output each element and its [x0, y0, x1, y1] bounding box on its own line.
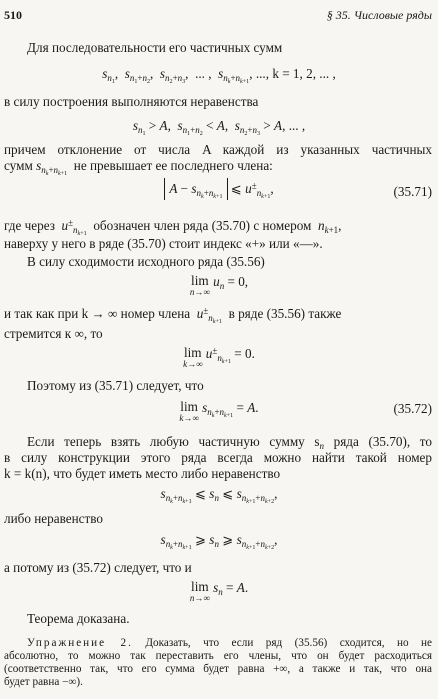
sequence-tail: , ..., k = 1, 2, ... ,	[249, 66, 336, 81]
paragraph-convergence: В силу сходимости исходного ряда (35.56)	[27, 254, 265, 269]
exercise-text-1: Доказать, что если ряд (35.56) сходится, но не	[132, 637, 432, 649]
equation-limit-un: lim n→∞ $u_n = 0$,	[189, 273, 249, 297]
equation-limit-u-nk: lim k→∞ $u^\pm_{n_{k+1}} = 0$.	[183, 345, 255, 369]
text-if-now: Если теперь взять любую частичную сумму s	[27, 434, 320, 449]
text-not-exceed: не превышает ее последнего члена:	[73, 158, 273, 173]
exercise-line-4: будет равна −∞).	[4, 676, 83, 688]
paragraph-notation-2: наверху у него в ряде (35.70) стоит индекс «+» или «—».	[4, 236, 323, 251]
exercise-line-3: (соответственно так, что его сумма будет равна +∞, а также и так, что она	[4, 663, 432, 675]
text-where: где через	[4, 218, 55, 233]
paragraph-as-k-tends-1: и так как при k → ∞ номер члена $u^\pm_{n_{k+1}}$ в ряде (35.56) также	[4, 305, 342, 326]
equation-number-35-71: (35.71)	[393, 184, 432, 199]
page-number: 510	[4, 8, 22, 22]
paragraph-deviation-1: причем отклонение от числа A каждой из указанных частичных	[4, 142, 432, 157]
running-header	[4, 8, 432, 26]
equation-alternating-inequalities: $s_{n_1} > A$, $s_{n_1+n_2} < A$, $s_{n_2+n_3} > A$, ... ,	[132, 118, 306, 138]
paragraph-therefore: Поэтому из (35.71) следует, что	[27, 378, 204, 393]
equation-35-72-body: lim k→∞ $s_{n_k+n_{k+1}} = A$.	[179, 399, 259, 423]
exercise-2	[4, 637, 432, 689]
paragraph-notation-1: где через $u^\pm_{n_{k+1}}$ обозначен член ряда (35.70) с номером $n_{k+1}$,	[4, 217, 342, 238]
equation-number-35-72: (35.72)	[393, 401, 432, 416]
equation-35-71-body: $A - s_{n_k+n_{k+1}}$ ⩽ $u^\pm_{n_{k+1}}$,	[0, 178, 438, 200]
paragraph-any-partial-sum-3: k = k(n), что будет иметь место либо неравенство	[4, 466, 281, 481]
text-denoted: обозначен член ряда (35.70) с номером	[93, 218, 312, 233]
text-of-series: ряда (35.70), то	[333, 434, 432, 449]
paragraph-any-partial-sum-2: в силу конструкции этого ряда всегда можно найти такой номер	[4, 450, 432, 465]
exercise-line-2: абсолютно, то можно так переставить его члены, что он будет расходиться	[4, 650, 432, 662]
theorem-proven: Теорема доказана.	[27, 611, 130, 626]
text-and-since: и так как при k → ∞ номер члена	[4, 306, 191, 321]
paragraph-as-k-tends-2: стремится к ∞, то	[4, 326, 103, 341]
paragraph-deviation-2: сумм $s_{n_k+n_{k+1}}$ не превышает ее последнего члена:	[4, 158, 273, 178]
text-sums: сумм	[4, 158, 33, 173]
paragraph-or-inequality: либо неравенство	[4, 511, 104, 526]
equation-first-inequality: $s_{n_k+n_{k+1}}$ ⩽ $s_n$ ⩽ $s_{n_{k+1}+n_{k+2}}$,	[160, 486, 278, 506]
exercise-title: Упражнение 2.	[27, 637, 133, 649]
text-in-series: в ряде (35.56) также	[228, 306, 342, 321]
exercise-line-1	[4, 637, 432, 650]
paragraph-partial-sums: Для последовательности его частичных сумм	[27, 40, 283, 55]
equation-second-inequality: $s_{n_k+n_{k+1}}$ ⩾ $s_n$ ⩾ $s_{n_{k+1}+n_{k+2}}$,	[160, 532, 278, 552]
paragraph-any-partial-sum-1: Если теперь взять любую частичную сумму $s_n$ ряда (35.70), то	[27, 434, 432, 452]
equation-limit-sn: lim n→∞ $s_n = A$.	[189, 579, 249, 603]
paragraph-inequalities: в силу построения выполняются неравенства	[4, 94, 259, 109]
equation-partial-sums-sequence: $s_{n_1}$, $s_{n_1+n_2}$, $s_{n_2+n_3}$, ... , $s_{n_k+n_{k+1}}$, ..., k = 1, 2, ... ,	[102, 66, 336, 86]
paragraph-hence: а потому из (35.72) следует, что и	[4, 560, 192, 575]
section-title: § 35. Числовые ряды	[326, 8, 432, 22]
